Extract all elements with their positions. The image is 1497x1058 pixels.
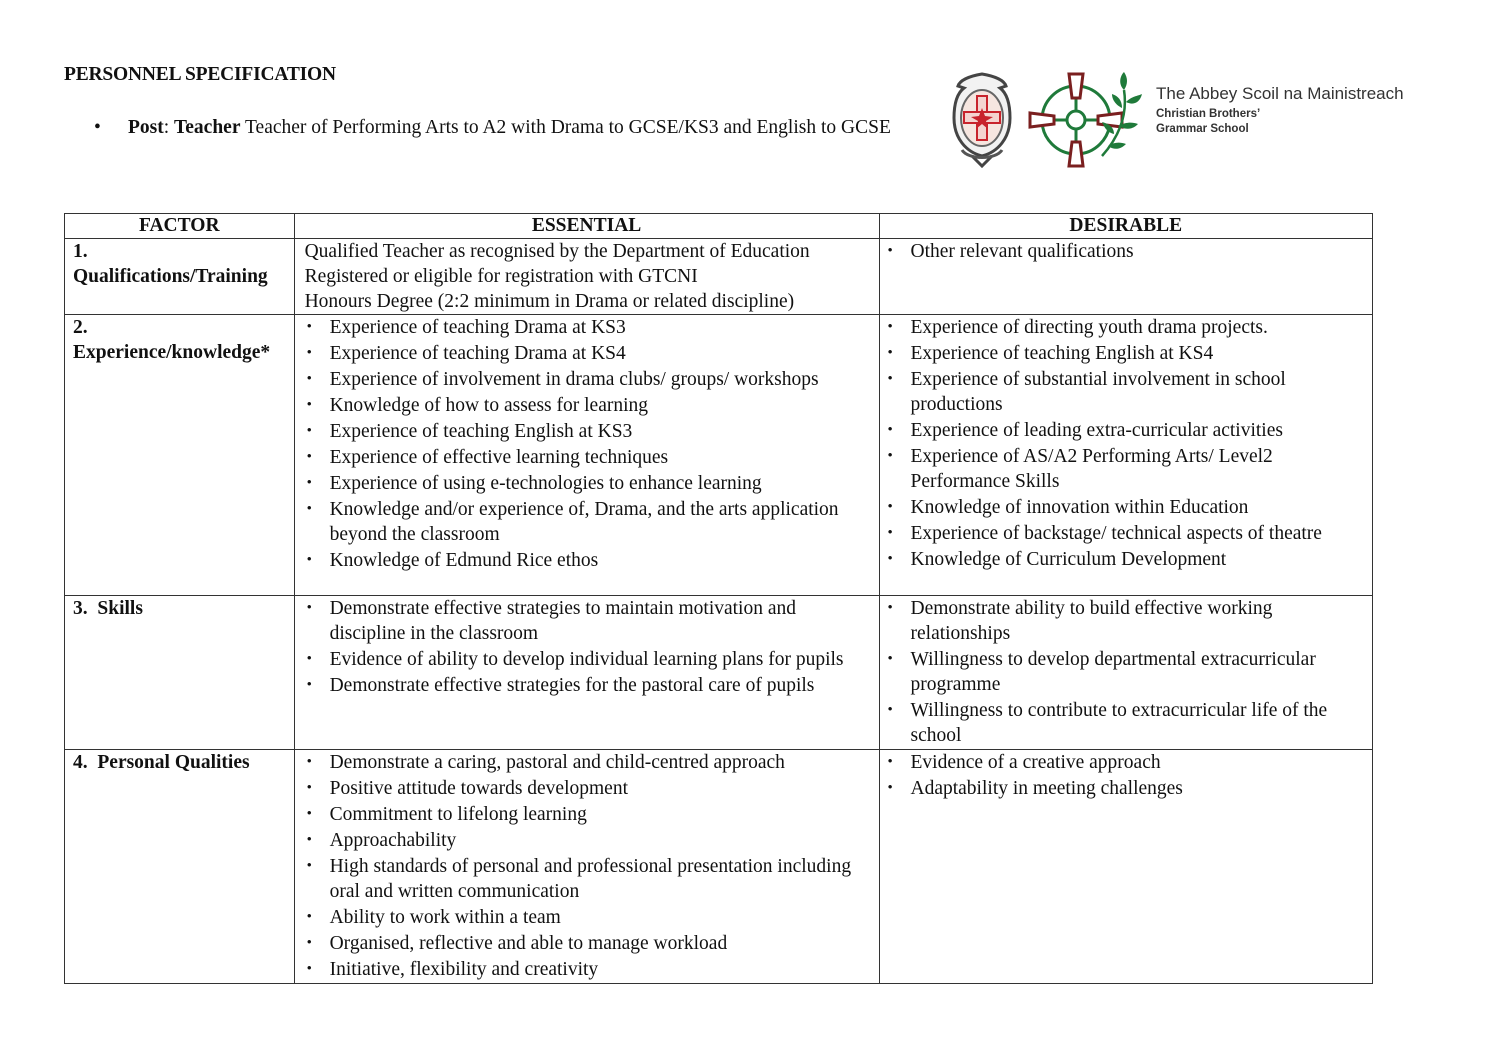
factor-name: 3. Skills <box>73 598 143 619</box>
specification-table <box>64 213 1373 984</box>
list-item <box>303 802 871 827</box>
list-item-text: Experience of AS/A2 Performing Arts/ Level2 Performance Skills <box>910 446 1273 492</box>
list-item <box>884 341 1365 366</box>
school-logo <box>950 68 1430 170</box>
bullet-icon: • <box>887 651 893 667</box>
list-item <box>303 341 871 366</box>
post-colon: : <box>163 117 175 138</box>
bullet-icon: • <box>306 475 312 491</box>
list-item-text: Willingness to contribute to extracurricular life of the school <box>910 700 1328 746</box>
bullet-icon: • <box>306 397 312 413</box>
list-item <box>884 315 1365 340</box>
list-item <box>303 647 871 672</box>
bullet-icon: • <box>887 780 893 796</box>
list-item <box>303 931 871 956</box>
table-row <box>65 315 1373 596</box>
list-item-text: Experience of directing youth drama projects. <box>910 317 1268 338</box>
list-item <box>884 521 1365 546</box>
bullet-icon: • <box>306 677 312 693</box>
factor-number: 2. <box>73 317 88 338</box>
factor-cell <box>65 596 295 750</box>
list-item-text: Knowledge of how to assess for learning <box>329 395 649 416</box>
bullet-icon: • <box>887 345 893 361</box>
post-role: Teacher <box>174 117 241 138</box>
bullet-icon: • <box>306 935 312 951</box>
bullet-icon: • <box>306 345 312 361</box>
list-item <box>884 698 1365 748</box>
list-item <box>303 548 871 573</box>
list-item <box>303 905 871 930</box>
table-header-row <box>65 214 1373 239</box>
bullet-icon: • <box>887 702 893 718</box>
bullet-icon: • <box>306 858 312 874</box>
list-item-text: High standards of personal and professional presentation including oral and written communication <box>329 856 852 902</box>
list-item-text: Knowledge of innovation within Education <box>910 497 1249 518</box>
list-item <box>303 315 871 340</box>
factor-name: 4. Personal Qualities <box>73 752 250 773</box>
essential-item: Honours Degree (2:2 minimum in Drama or related discipline) <box>304 291 795 312</box>
bullet-icon: • <box>306 909 312 925</box>
post-line <box>94 115 924 141</box>
desirable-cell <box>879 750 1373 984</box>
list-item-text: Experience of substantial involvement in school productions <box>910 369 1286 415</box>
list-item <box>884 418 1365 443</box>
essential-cell <box>294 750 879 984</box>
list-item <box>303 854 871 904</box>
essential-cell <box>294 239 879 315</box>
bullet-icon: • <box>306 961 312 977</box>
list-item-text: Adaptability in meeting challenges <box>910 778 1183 799</box>
list-item <box>303 957 871 982</box>
list-item-text: Experience of teaching Drama at KS4 <box>329 343 626 364</box>
school-crest-icon <box>950 72 1014 168</box>
list-item <box>884 547 1365 572</box>
bullet-icon: • <box>306 780 312 796</box>
list-item-text: Demonstrate ability to build effective working relationships <box>910 598 1273 644</box>
list-item <box>884 776 1365 801</box>
list-item <box>884 750 1365 775</box>
desirable-cell <box>879 315 1373 596</box>
header-essential: ESSENTIAL <box>294 214 879 239</box>
list-item <box>303 367 871 392</box>
post-text <box>128 115 924 141</box>
factor-number: 1. <box>73 241 88 262</box>
list-item <box>884 647 1365 697</box>
bullet-icon: • <box>887 371 893 387</box>
bullet-icon: • <box>306 449 312 465</box>
list-item <box>303 673 871 698</box>
list-item <box>303 750 871 775</box>
list-item-text: Experience of effective learning techniques <box>329 447 669 468</box>
list-item <box>884 239 1365 264</box>
essential-item: Qualified Teacher as recognised by the Department of Education <box>304 241 810 262</box>
bullet-icon: • <box>887 422 893 438</box>
bullet-icon: • <box>306 600 312 616</box>
bullet-icon: • <box>94 117 101 138</box>
celtic-cross-icon <box>1028 68 1148 168</box>
bullet-icon: • <box>887 754 893 770</box>
bullet-icon: • <box>306 371 312 387</box>
factor-cell <box>65 315 295 596</box>
list-item-text: Other relevant qualifications <box>910 241 1134 262</box>
bullet-icon: • <box>306 423 312 439</box>
list-item-text: Approachability <box>329 830 457 851</box>
list-item-text: Evidence of a creative approach <box>910 752 1161 773</box>
list-item-text: Knowledge of Curriculum Development <box>910 549 1227 570</box>
school-subtitle-1: Christian Brothers’ <box>1156 108 1261 120</box>
essential-cell <box>294 596 879 750</box>
list-item-text: Knowledge and/or experience of, Drama, and the arts application beyond the classroom <box>329 499 839 545</box>
list-item-text: Experience of leading extra-curricular activities <box>910 420 1283 441</box>
list-item <box>303 776 871 801</box>
bullet-icon: • <box>306 832 312 848</box>
list-item <box>884 495 1365 520</box>
list-item-text: Initiative, flexibility and creativity <box>329 959 599 980</box>
essential-item: Registered or eligible for registration with GTCNI <box>304 266 698 287</box>
list-item-text: Organised, reflective and able to manage workload <box>329 933 728 954</box>
list-item-text: Commitment to lifelong learning <box>329 804 587 825</box>
essential-cell <box>294 315 879 596</box>
list-item <box>303 828 871 853</box>
list-item <box>303 445 871 470</box>
school-subtitle-2: Grammar School <box>1156 123 1249 135</box>
list-item-text: Ability to work within a team <box>329 907 561 928</box>
list-item <box>303 393 871 418</box>
list-item <box>884 444 1365 494</box>
desirable-cell <box>879 239 1373 315</box>
list-item <box>303 471 871 496</box>
bullet-icon: • <box>887 319 893 335</box>
list-item-text: Experience of teaching English at KS3 <box>329 421 633 442</box>
school-name: The Abbey Scoil na Mainistreach <box>1156 84 1404 103</box>
list-item-text: Experience of backstage/ technical aspects of theatre <box>910 523 1322 544</box>
bullet-icon: • <box>306 754 312 770</box>
list-item <box>303 419 871 444</box>
bullet-icon: • <box>306 501 312 517</box>
bullet-icon: • <box>887 499 893 515</box>
bullet-icon: • <box>887 525 893 541</box>
list-item-text: Demonstrate effective strategies to maintain motivation and discipline in the classroom <box>329 598 797 644</box>
factor-name: Qualifications/Training <box>73 266 268 287</box>
post-description: Teacher of Performing Arts to A2 with Drama to GCSE/KS3 and English to GCSE <box>240 117 891 138</box>
header-desirable: DESIRABLE <box>879 214 1373 239</box>
desirable-cell <box>879 596 1373 750</box>
list-item-text: Experience of teaching English at KS4 <box>910 343 1214 364</box>
bullet-icon: • <box>306 319 312 335</box>
header-factor: FACTOR <box>65 214 295 239</box>
table-row <box>65 750 1373 984</box>
list-item-text: Willingness to develop departmental extracurricular programme <box>910 649 1316 695</box>
list-item-text: Experience of teaching Drama at KS3 <box>329 317 626 338</box>
table-row <box>65 596 1373 750</box>
list-item-text: Evidence of ability to develop individual learning plans for pupils <box>329 649 844 670</box>
list-item <box>884 367 1365 417</box>
list-item-text: Demonstrate a caring, pastoral and child-centred approach <box>329 752 785 773</box>
bullet-icon: • <box>306 651 312 667</box>
bullet-icon: • <box>887 551 893 567</box>
post-label: Post <box>128 117 164 138</box>
bullet-icon: • <box>887 448 893 464</box>
bullet-icon: • <box>306 552 312 568</box>
list-item-text: Experience of involvement in drama clubs/ groups/ workshops <box>329 369 819 390</box>
table-row <box>65 239 1373 315</box>
list-item-text: Demonstrate effective strategies for the pastoral care of pupils <box>329 675 815 696</box>
factor-cell <box>65 239 295 315</box>
list-item <box>884 596 1365 646</box>
list-item <box>303 596 871 646</box>
bullet-icon: • <box>306 806 312 822</box>
factor-cell <box>65 750 295 984</box>
list-item-text: Positive attitude towards development <box>329 778 628 799</box>
factor-name: Experience/knowledge* <box>73 342 271 363</box>
bullet-icon: • <box>887 600 893 616</box>
list-item <box>303 497 871 547</box>
list-item-text: Experience of using e-technologies to enhance learning <box>329 473 762 494</box>
list-item-text: Knowledge of Edmund Rice ethos <box>329 550 599 571</box>
page-title: PERSONNEL SPECIFICATION <box>64 64 336 85</box>
bullet-icon: • <box>887 243 893 259</box>
